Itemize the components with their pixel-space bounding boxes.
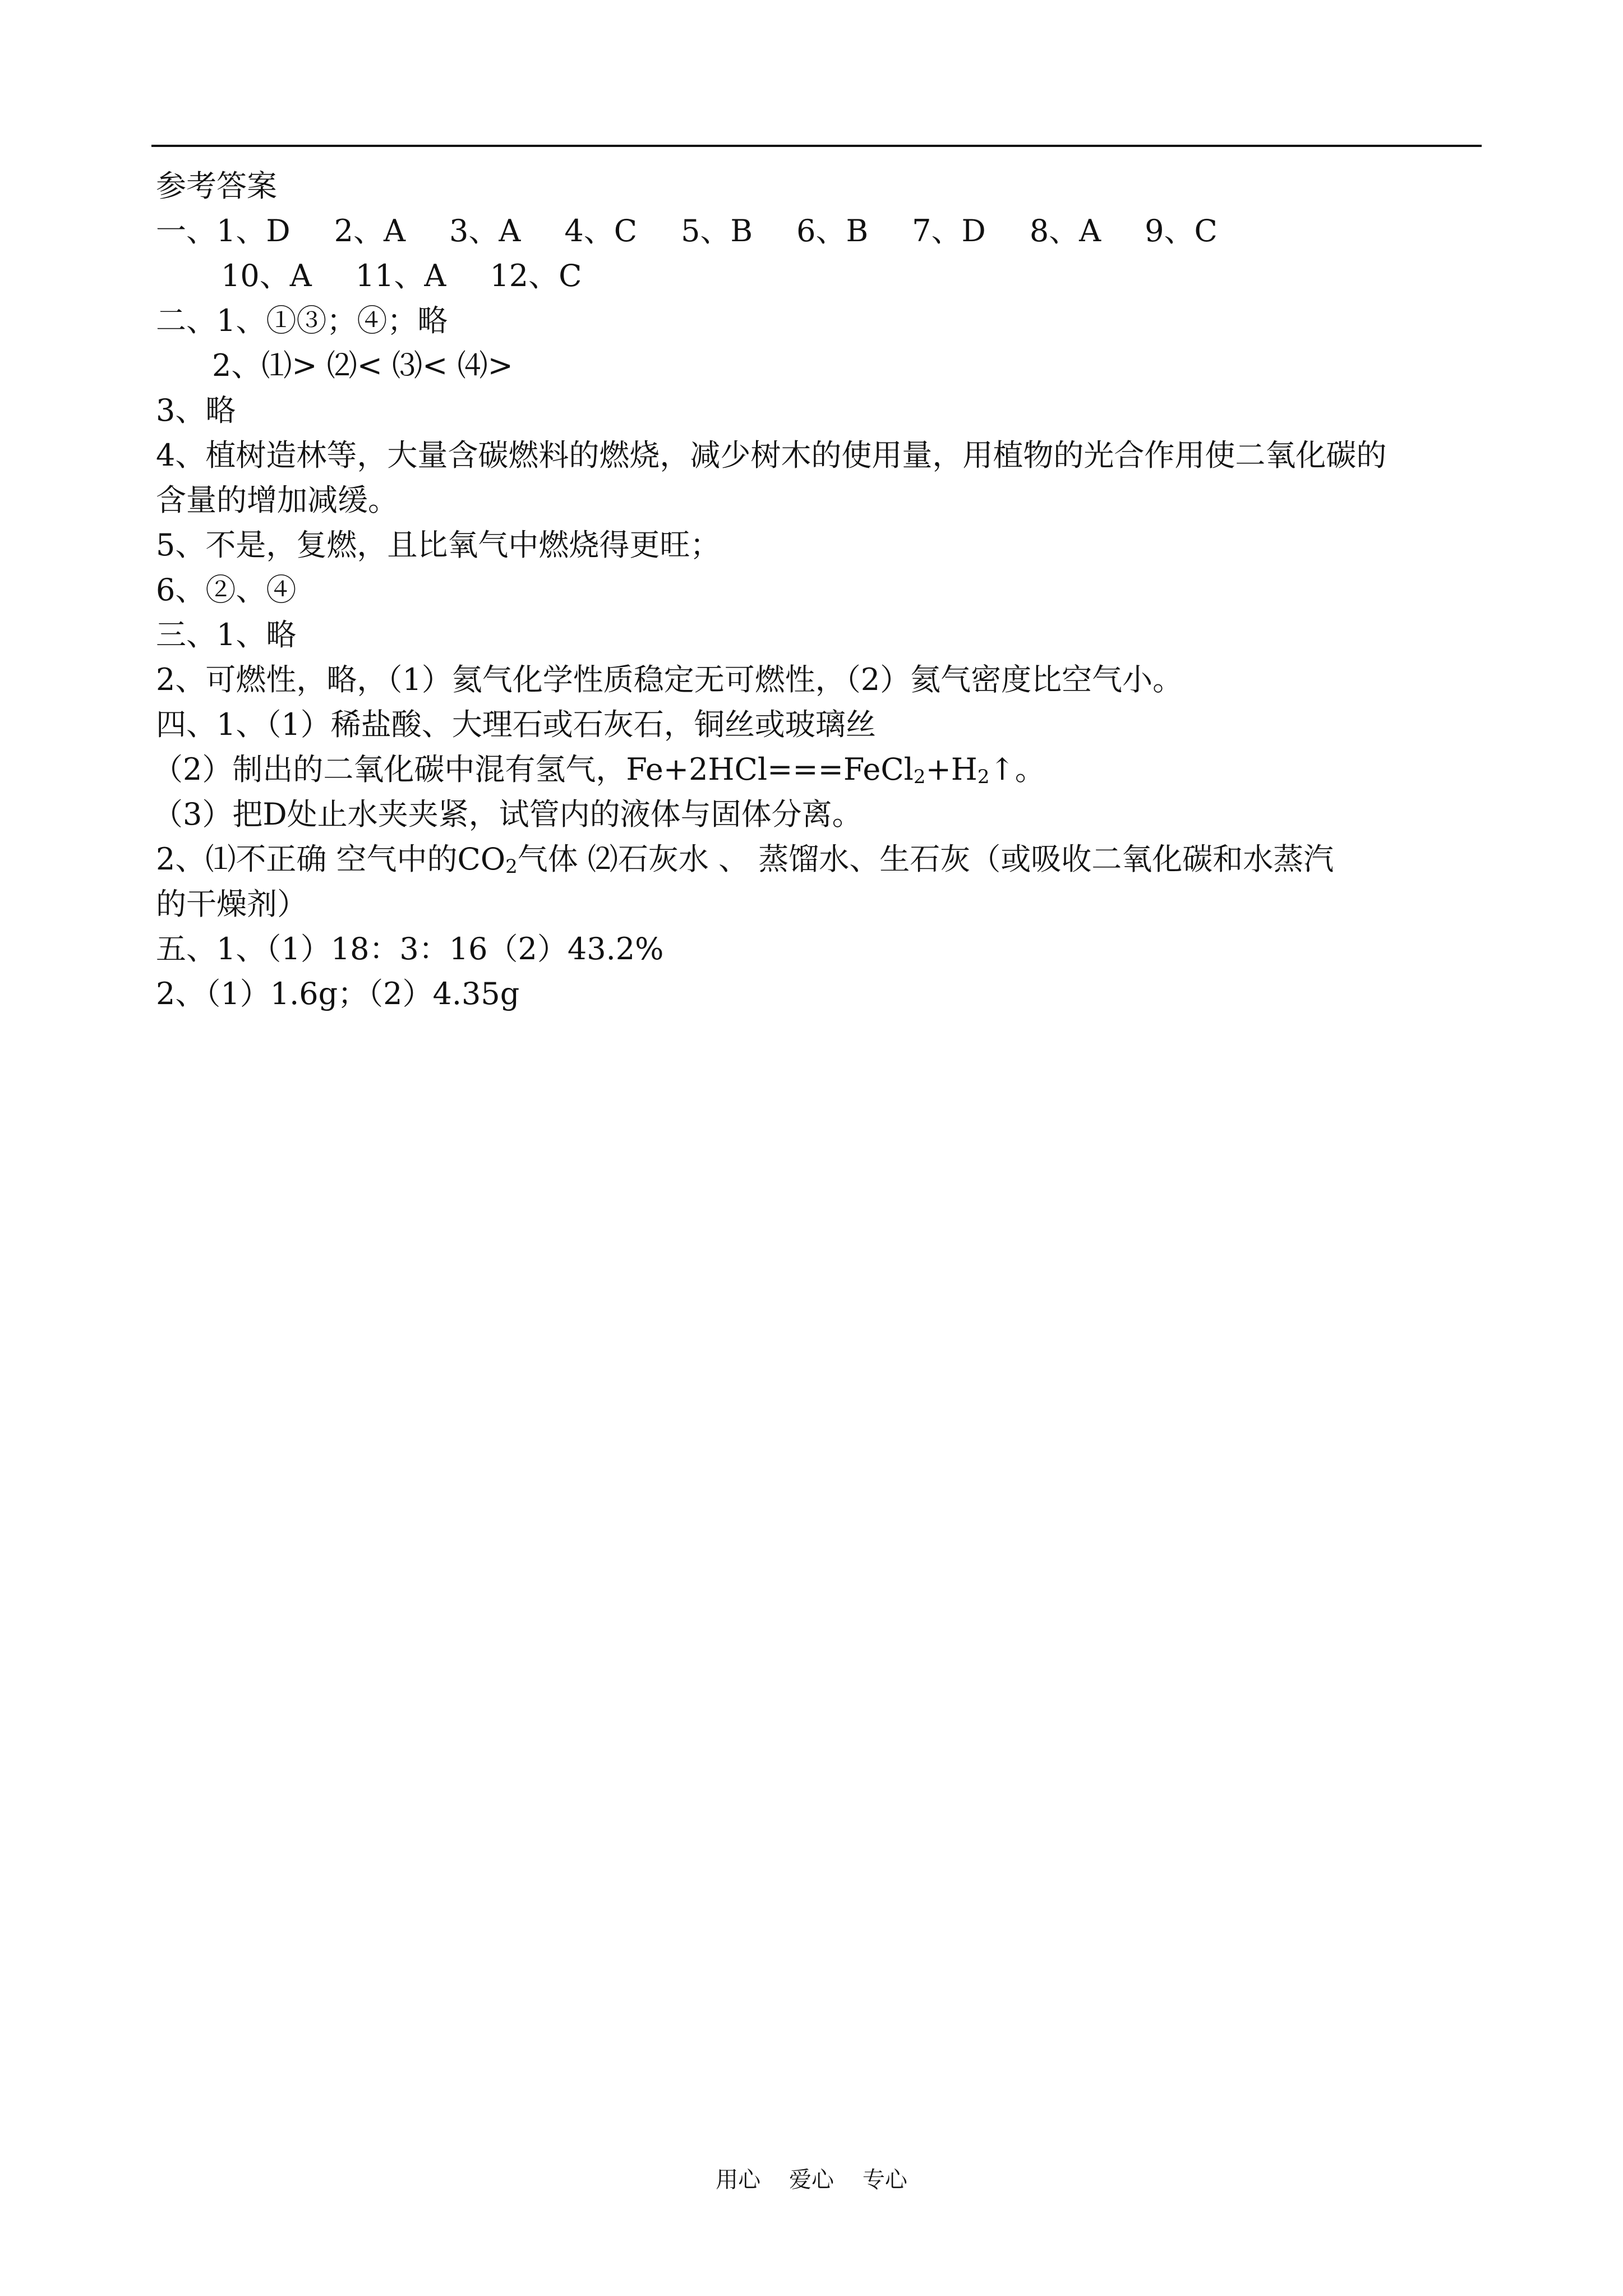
subscript: 2 xyxy=(913,766,926,788)
section2-q3: 3、略 xyxy=(156,393,236,428)
page-footer: 用心 爱心 专心 xyxy=(716,2167,907,2193)
answer-title: 参考答案 xyxy=(156,168,277,204)
section2-q5: 5、不是，复燃，且比氧气中燃烧得更旺； xyxy=(156,527,721,563)
section3-q2: 2、可燃性，略，（1）氦气化学性质稳定无可燃性，（2）氦气密度比空气小。 xyxy=(156,662,1183,697)
section4-q2-line1 xyxy=(156,837,1334,882)
section2-q4-line2: 含量的增加减缓。 xyxy=(156,482,398,518)
answer-item: 5、B xyxy=(681,213,753,249)
answer-item: 4、C xyxy=(564,213,638,249)
section2-q4-line1: 4、植树造林等，大量含碳燃料的燃烧，减少树木的使用量，用植物的光合作用使二氧化碳的 xyxy=(156,438,1387,473)
answer-item: 10、A xyxy=(221,258,312,293)
answer-item: 2、A xyxy=(334,213,406,249)
equation-text: ↑。 xyxy=(989,752,1045,787)
answer-item: 9、C xyxy=(1145,213,1218,249)
section2-q6: 6、②、④ xyxy=(156,572,297,608)
equation-text: +H xyxy=(925,752,978,787)
answer-text: 气体 ⑵石灰水 、 蒸馏水、生石灰（或吸收二氧化碳和水蒸汽 xyxy=(517,841,1334,877)
section4-q2-line2: 的干燥剂） xyxy=(156,886,307,922)
answer-item: 12、C xyxy=(490,258,582,293)
answer-item: 3、A xyxy=(449,213,521,249)
header-rule xyxy=(151,145,1482,147)
section2-q1: 二、1、①③；④；略 xyxy=(156,303,448,338)
section4-q1-part3: （3）把D处止水夹夹紧，试管内的液体与固体分离。 xyxy=(153,797,863,832)
section4-q1-part2 xyxy=(153,747,1045,792)
answer-item: 6、B xyxy=(796,213,869,249)
section1-row2 xyxy=(221,254,582,298)
subscript: 2 xyxy=(505,855,518,878)
answer-item: 一、1、D xyxy=(156,213,291,249)
section4-q1-part1: 四、1、（1）稀盐酸、大理石或石灰石，铜丝或玻璃丝 xyxy=(156,707,876,742)
equation-text: （2）制出的二氧化碳中混有氢气，Fe+2HCl===FeCl xyxy=(153,752,914,787)
section5-q1: 五、1、（1）18：3：16（2）43.2% xyxy=(156,931,664,967)
section3-q1: 三、1、略 xyxy=(156,617,297,652)
section2-q2: 2、⑴> ⑵< ⑶< ⑷> xyxy=(212,348,513,383)
answer-item: 11、A xyxy=(355,258,446,293)
subscript: 2 xyxy=(977,766,990,788)
answer-text: 2、⑴不正确 空气中的CO xyxy=(156,841,506,877)
section1-row1 xyxy=(156,209,1218,254)
answer-item: 8、A xyxy=(1029,213,1101,249)
answer-item: 7、D xyxy=(912,213,986,249)
section5-q2: 2、（1）1.6g；（2）4.35g xyxy=(156,976,520,1011)
